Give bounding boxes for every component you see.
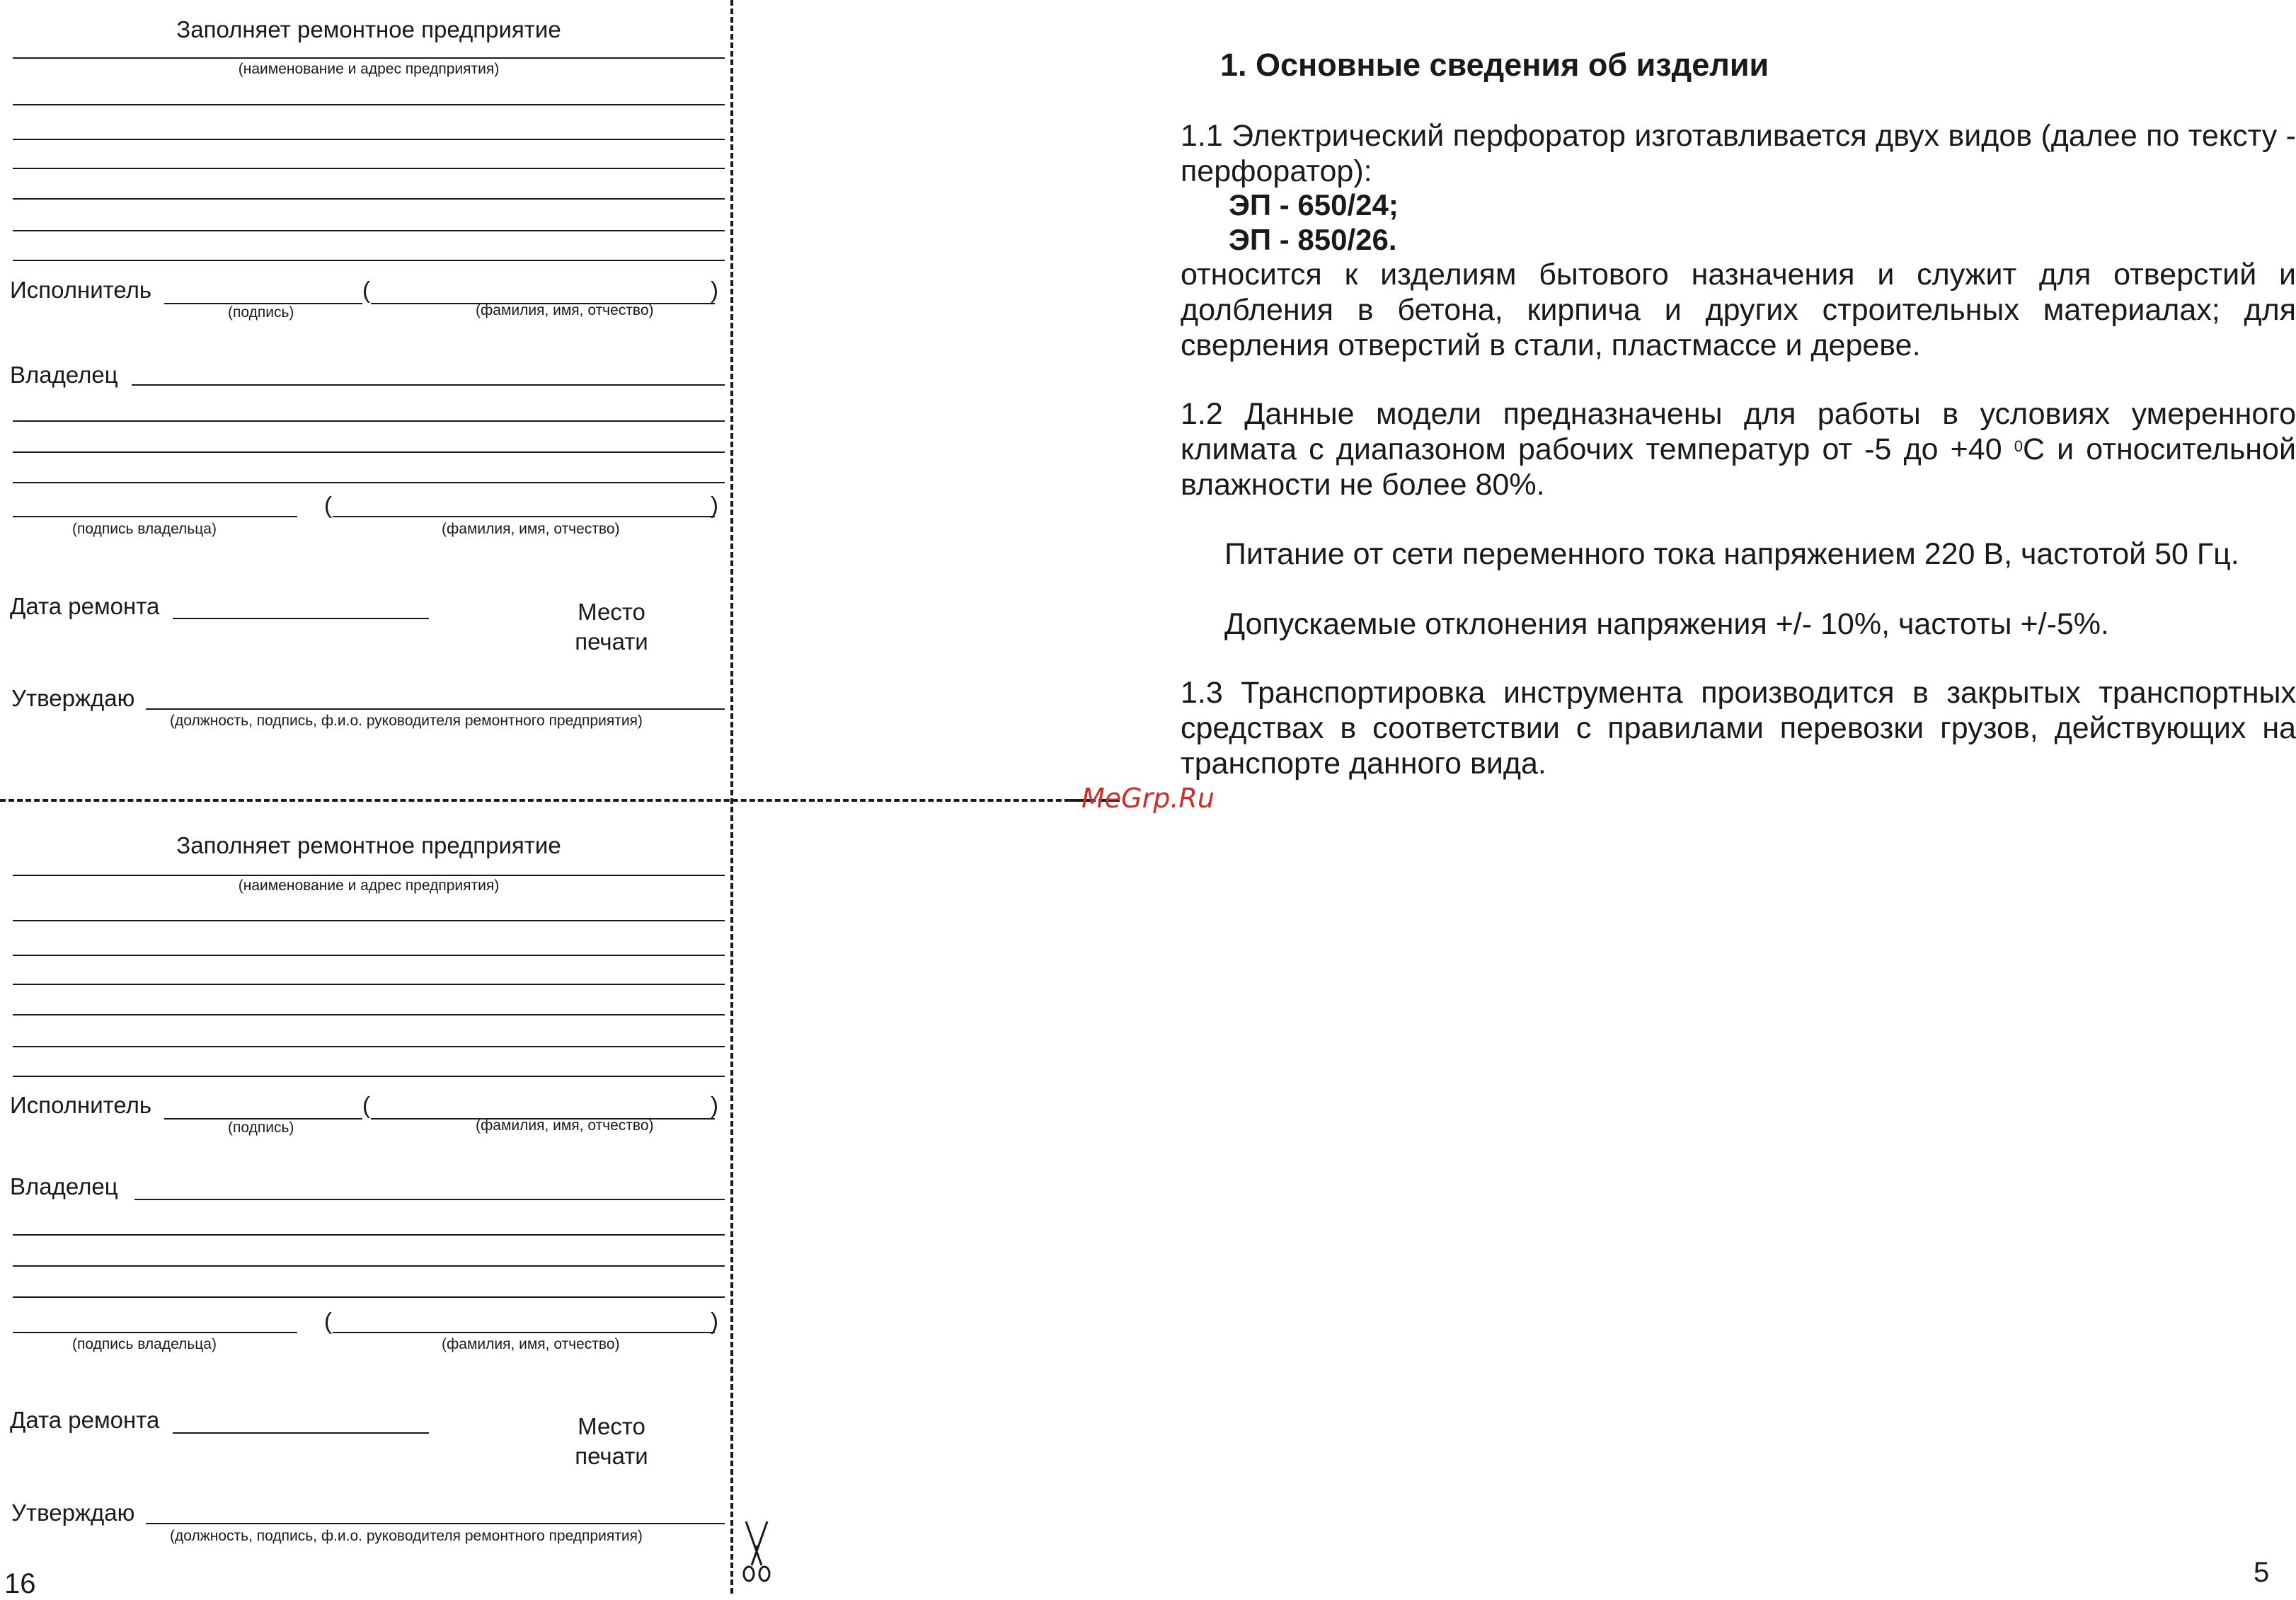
open-paren: ( <box>324 492 332 518</box>
scissors-icon <box>740 1520 773 1584</box>
owner-line[interactable] <box>134 1199 725 1200</box>
watermark: MeGrp.Ru <box>1081 783 1215 814</box>
horizontal-cut-line <box>0 799 1104 802</box>
owner-line[interactable] <box>132 384 725 386</box>
executor-label: Исполнитель <box>10 1092 152 1118</box>
model-item-2: ЭП - 850/26. <box>1229 223 1397 256</box>
paragraph-power: Питание от сети переменного тока напряжением 220 В, частотой 50 Гц. <box>1224 537 2239 571</box>
enterprise-line[interactable] <box>13 230 725 231</box>
paragraph-1-2 <box>1181 396 2296 502</box>
approve-caption: (должность, подпись, ф.и.о. руководителя ремонтного предприятия) <box>170 713 643 729</box>
enterprise-line[interactable] <box>13 1046 725 1047</box>
approve-label: Утверждаю <box>11 685 135 711</box>
vertical-cut-line <box>730 0 733 1594</box>
repair-date-label: Дата ремонта <box>10 593 160 619</box>
enterprise-line[interactable] <box>13 104 725 105</box>
enterprise-line[interactable] <box>13 198 725 200</box>
approve-label: Утверждаю <box>11 1500 135 1526</box>
stamp-place-line1: Место <box>578 1413 645 1439</box>
enterprise-line[interactable] <box>13 168 725 169</box>
open-paren: ( <box>362 1092 370 1118</box>
owner-label: Владелец <box>10 362 118 388</box>
repair-form-2 <box>0 815 729 1594</box>
stamp-place-line2: печати <box>575 1443 648 1469</box>
owner-signature-caption: (подпись владельца) <box>72 521 217 537</box>
enterprise-line[interactable] <box>13 57 725 59</box>
enterprise-caption: (наименование и адрес предприятия) <box>238 61 500 77</box>
open-paren: ( <box>324 1308 332 1334</box>
owner-signature-line[interactable] <box>13 1332 297 1333</box>
approve-caption: (должность, подпись, ф.и.о. руководителя ремонтного предприятия) <box>170 1528 643 1544</box>
owner-fio-caption: (фамилия, имя, отчество) <box>442 521 620 537</box>
approve-line[interactable] <box>146 708 725 710</box>
degree-superscript: 0 <box>2014 437 2023 455</box>
close-paren: ) <box>711 492 718 518</box>
close-paren: ) <box>711 1308 718 1334</box>
enterprise-line[interactable] <box>13 984 725 985</box>
stamp-place-line2: печати <box>575 628 648 655</box>
owner-line[interactable] <box>13 1234 725 1236</box>
close-paren: ) <box>711 1092 718 1118</box>
enterprise-line[interactable] <box>13 920 725 921</box>
enterprise-line[interactable] <box>13 955 725 956</box>
enterprise-line[interactable] <box>13 260 725 261</box>
form-title: Заполняет ремонтное предприятие <box>176 832 561 858</box>
enterprise-line[interactable] <box>13 875 725 876</box>
owner-label: Владелец <box>10 1173 118 1199</box>
page-number-right: 5 <box>2254 1557 2270 1588</box>
repair-date-line[interactable] <box>173 618 429 619</box>
enterprise-caption: (наименование и адрес предприятия) <box>238 877 500 894</box>
enterprise-line[interactable] <box>13 1076 725 1077</box>
paragraph-1-1-continued: относится к изделиям бытового назначения и служит для отверстий и долбления в бетона, кирпича и других строительных материалах; для сверления отверстий в стали, пластмассе и дереве. <box>1181 258 2296 362</box>
open-paren: ( <box>362 277 370 303</box>
paragraph-1-2-part-b: С и относительной влажности не более 80%. <box>1181 432 2296 502</box>
owner-line[interactable] <box>13 451 725 453</box>
stamp-place-line1: Место <box>578 599 645 625</box>
owner-line[interactable] <box>13 420 725 422</box>
owner-line[interactable] <box>13 1265 725 1267</box>
page-number-left: 16 <box>4 1568 36 1599</box>
enterprise-line[interactable] <box>13 139 725 140</box>
close-paren: ) <box>711 277 718 303</box>
fio-caption: (фамилия, имя, отчество) <box>476 1117 654 1134</box>
owner-line[interactable] <box>13 1296 725 1298</box>
signature-caption: (подпись) <box>228 1120 294 1136</box>
executor-label: Исполнитель <box>10 277 152 303</box>
owner-fio-line[interactable] <box>333 1332 715 1333</box>
repair-form-1 <box>0 0 729 793</box>
signature-caption: (подпись) <box>228 304 294 321</box>
owner-signature-line[interactable] <box>13 516 297 517</box>
repair-date-line[interactable] <box>173 1432 429 1434</box>
owner-fio-caption: (фамилия, имя, отчество) <box>442 1336 620 1352</box>
owner-fio-line[interactable] <box>333 516 715 517</box>
paragraph-1-3: 1.3 Транспортировка инструмента производится в закрытых транспортных средствах в соответствии с правилами перевозки грузов, действующих на транспорте данного вида. <box>1181 676 2296 781</box>
section-heading: 1. Основные сведения об изделии <box>1220 47 1769 83</box>
form-title: Заполняет ремонтное предприятие <box>176 16 561 42</box>
model-item-1: ЭП - 650/24; <box>1229 188 1399 221</box>
approve-line[interactable] <box>146 1523 725 1524</box>
enterprise-line[interactable] <box>13 1014 725 1015</box>
repair-date-label: Дата ремонта <box>10 1407 160 1433</box>
paragraph-1-1: 1.1 Электрический перфоратор изготавливается двух видов (далее по тексту - перфоратор): <box>1181 119 2296 188</box>
owner-signature-caption: (подпись владельца) <box>72 1336 217 1352</box>
fio-caption: (фамилия, имя, отчество) <box>476 302 654 318</box>
owner-line[interactable] <box>13 482 725 483</box>
paragraph-deviation: Допускаемые отклонения напряжения +/- 10%, частоты +/-5%. <box>1224 607 2109 641</box>
paragraph-1-2-part-a: 1.2 Данные модели предназначены для работы в условиях умеренного климата с диапазоном рабочих температур от -5 до +40 <box>1181 397 2296 466</box>
